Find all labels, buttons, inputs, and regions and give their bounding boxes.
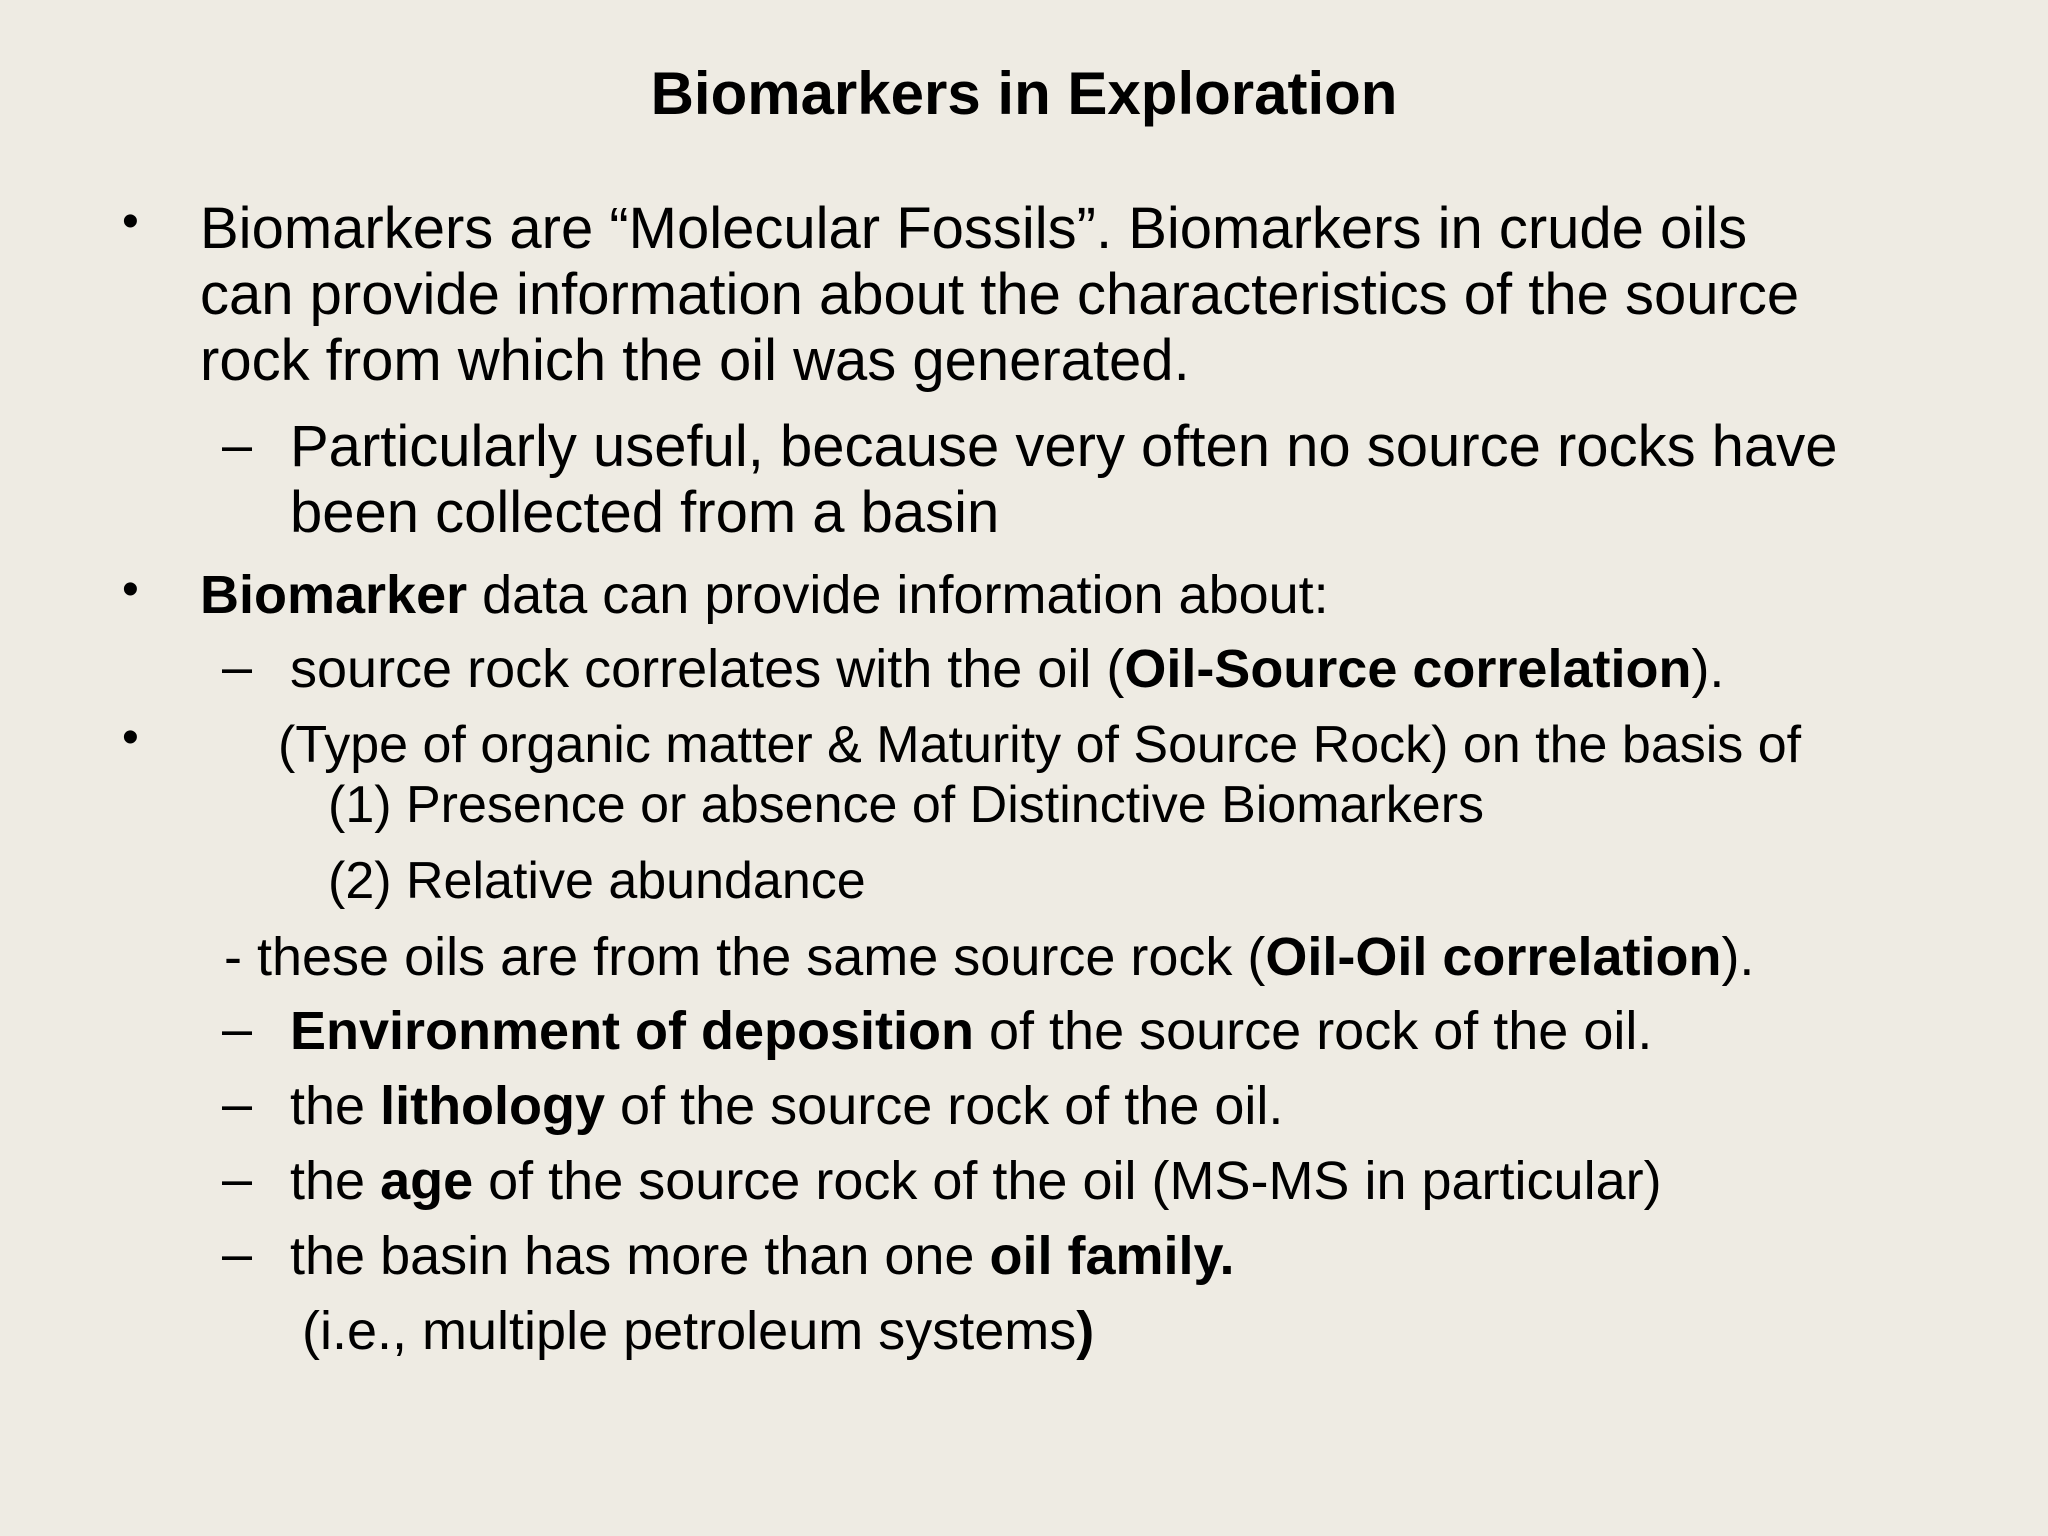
- oil-oil-line: [224, 924, 1754, 990]
- bullet2: [200, 562, 1329, 628]
- dash-marker: –: [222, 637, 253, 697]
- sub6-before: the basin has more than one: [290, 1226, 990, 1286]
- bullet2-rest: data can provide information about:: [467, 565, 1329, 625]
- slide-title: Biomarkers in Exploration: [650, 60, 1398, 127]
- sub5: [290, 1148, 1662, 1214]
- sub3: [290, 998, 1652, 1064]
- bullet3-item2: (2) Relative abundance: [328, 852, 866, 910]
- dash-marker: –: [222, 1074, 253, 1134]
- bullet1-line1: Biomarkers are “Molecular Fossils”. Biomarkers in crude oils: [200, 196, 1748, 261]
- sub6: [290, 1223, 1235, 1289]
- sub4-after: of the source rock of the oil.: [605, 1076, 1284, 1136]
- sub2-bold: Oil-Source correlation: [1124, 639, 1692, 699]
- sub2-before: source rock correlates with the oil (: [290, 639, 1125, 699]
- dash-marker: –: [222, 1149, 253, 1209]
- sub5-before: the: [290, 1151, 381, 1211]
- sub1-line1: Particularly useful, because very often no source rocks have: [290, 414, 1838, 479]
- sub6b-text: (i.e., multiple petroleum systems: [302, 1301, 1077, 1361]
- oiloil-bold: Oil-Oil correlation: [1265, 927, 1722, 987]
- sub2: [290, 636, 1724, 702]
- bullet-marker: •: [122, 563, 139, 616]
- sub3-bold: Environment of deposition: [290, 1001, 974, 1061]
- sub4: [290, 1073, 1283, 1139]
- bullet3-item1: (1) Presence or absence of Distinctive Biomarkers: [328, 776, 1485, 834]
- dash-marker: –: [222, 1224, 253, 1284]
- sub6b-bold: ): [1076, 1301, 1095, 1361]
- bullet1-line3: rock from which the oil was generated.: [200, 328, 1190, 393]
- sub2-after: ).: [1691, 639, 1725, 699]
- sub3-after: of the source rock of the oil.: [974, 1001, 1653, 1061]
- bullet2-bold: Biomarker: [200, 565, 468, 625]
- sub4-bold: lithology: [380, 1076, 606, 1136]
- dash-marker: –: [222, 999, 253, 1059]
- bullet-marker: •: [122, 711, 139, 764]
- dash-marker: –: [222, 415, 253, 475]
- sub6-bold: oil family.: [989, 1226, 1235, 1286]
- oiloil-before: - these oils are from the same source rock (: [224, 927, 1266, 987]
- sub6-continuation: [302, 1298, 1094, 1364]
- sub5-after: of the source rock of the oil (MS-MS in particular): [473, 1151, 1662, 1211]
- sub5-bold: age: [380, 1151, 474, 1211]
- sub4-before: the: [290, 1076, 381, 1136]
- oiloil-after: ).: [1721, 927, 1755, 987]
- bullet1-line2: can provide information about the characteristics of the source: [200, 262, 1800, 327]
- bullet-marker: •: [122, 195, 139, 248]
- bullet3-line: (Type of organic matter & Maturity of Source Rock) on the basis of: [278, 716, 1802, 774]
- sub1-line2: been collected from a basin: [290, 480, 1000, 545]
